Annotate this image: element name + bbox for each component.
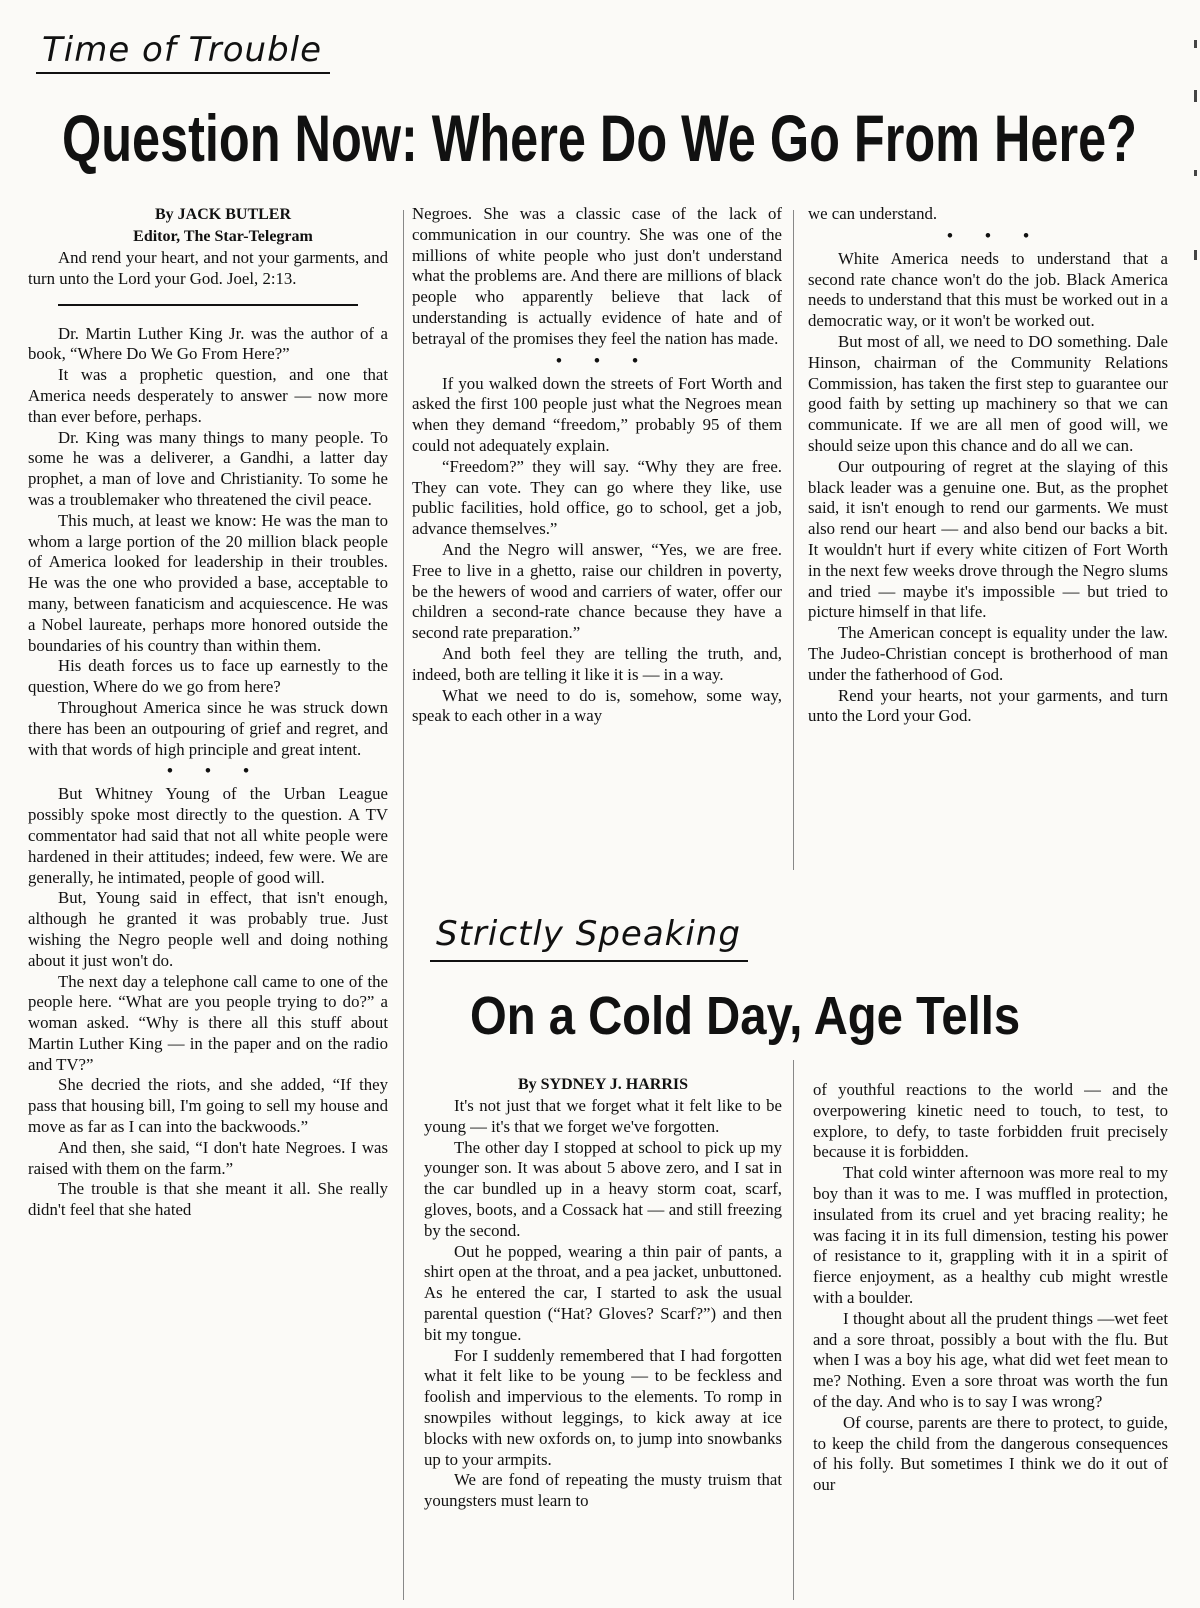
byline-title: Editor, The Star-Telegram (133, 228, 313, 245)
paragraph: I thought about all the prudent things —wet feet and a sore throat, possibly a bout with the flu. But when I was a boy his age, what did wet feet mean to me? Nothing. Even a sore throat was worth the fun of the day. And who is to say I was wrong? (813, 1308, 1168, 1411)
paragraph: We are fond of repeating the musty truism that youngsters must learn to (424, 1470, 782, 1511)
column-rule (793, 210, 794, 870)
section-separator: • • • (555, 350, 653, 370)
column-rule (793, 1060, 794, 1600)
paragraph: Throughout America since he was struck down there has been an outpouring of grief and regret, and with that words of high principle and great intent. (28, 697, 388, 759)
article1-col3-body (808, 204, 1168, 225)
byline-harris: By SYDNEY J. HARRIS (517, 1076, 689, 1093)
article1-col3-body-cont (808, 249, 1168, 727)
paragraph: “Freedom?” they will say. “Why they are free. They can vote. They can go where they like, use public facilities, hold office, go to school, get a job, advance themselves.” (412, 456, 782, 539)
paragraph: Negroes. She was a classic case of the lack of communication in our country. She was one of the millions of white people who just don't understand what the problems are. And there are millions of black people who apparently believe that lack of understanding is actually evidence of hate and of betrayal of the promises they feel the nation has made. (412, 204, 782, 348)
paragraph: What we need to do is, somehow, some way, speak to each other in a way (412, 685, 782, 726)
paragraph: Out he popped, wearing a thin pair of pants, a shirt open at the throat, and a pea jacket, unbuttoned. As he entered the car, I started to ask the usual parental question (“Hat? Gloves? Scarf?”) and then bit my tongue. (424, 1241, 782, 1344)
article1-column-2 (412, 204, 782, 854)
headline-main: Question Now: Where Do We Go From Here? (62, 101, 1137, 175)
paragraph: That cold winter afternoon was more real to my boy than it was to me. I was muffled in protection, insulated from its cruel and yet bracing reality; he was facing it in its full dimension, testing his power of resistance to it, grappling with it in a spirit of fierce enjoyment, as a healthy cub might wrestle with a boulder. (813, 1163, 1168, 1307)
paragraph: The other day I stopped at school to pick up my younger son. It was about 5 above zero, and I sat in the car bundled up in a heavy storm coat, scarf, gloves, boots, and a Cossack hat — and still freezing by the second. (424, 1137, 782, 1240)
paragraph: And then, she said, “I don't hate Negroes. I was raised with them on the farm.” (28, 1137, 388, 1178)
paragraph: Our outpouring of regret at the slaying of this black leader was a genuine one. But, as the prophet said, it isn't enough to rend our garments. We must also rend our heart — and also bend our backs a bit. It wouldn't hurt if every white citizen of Fort Worth in the next few weeks drove through the Negro slums and tried — maybe it's impossible — but tried to picture himself in that life. (808, 456, 1168, 622)
article1-col2-body-cont (412, 374, 782, 728)
paragraph: If you walked down the streets of Fort Worth and asked the first 100 people just what the Negroes mean when they demand “freedom,” probably 95 of them could not adequately explain. (412, 373, 782, 455)
article1-column-3 (808, 204, 1168, 854)
paragraph: But, Young said in effect, that isn't enough, although he granted it was probably true. Just wishing the Negro people well and doing nothing about it just won't do. (28, 888, 388, 970)
paragraph: The American concept is equality under the law. The Judeo-Christian concept is brotherhood of man under the fatherhood of God. (808, 623, 1168, 684)
headline-secondary: On a Cold Day, Age Tells (470, 986, 1021, 1046)
paragraph: Dr. King was many things to many people. To some he was a deliverer, a Gandhi, a latter day prophet, a man of love and Christianity. To some he was a troublemaker who threatened the civil peace. (28, 427, 388, 509)
paragraph: Rend your hearts, not your garments, and turn unto the Lord your God. (808, 685, 1168, 726)
section-separator: • • • (946, 225, 1044, 245)
paragraph: The trouble is that she meant it all. She really didn't feel that she hated (28, 1179, 388, 1220)
article2-column-3 (813, 1080, 1168, 1608)
paragraph: But most of all, we need to DO something. Dale Hinson, chairman of the Community Relations Commission, has taken the first step to guarantee our good faith by setting up machinery so that we can communicate. If we are all men of good will, we should seize upon this chance and do all we can. (808, 331, 1168, 455)
paragraph: And both feel they are telling the truth, and, indeed, both are telling it like it is — in a way. (412, 643, 782, 684)
paragraph: The next day a telephone call came to one of the people here. “What are you people trying to do?” a woman asked. “Why is there all this stuff about Martin Luther King — in the paper and on the radio and TV?” (28, 971, 388, 1074)
paragraph: This much, at least we know: He was the man to whom a large portion of the 20 million black people of America looked for leadership in their troubles. He was the one who provided a base, acceptable to many, between fanaticism and acquiescence. He was a Nobel laureate, perhaps more honored outside the boundaries of his country than within them. (28, 510, 388, 655)
paragraph: Of course, parents are there to protect, to guide, to keep the child from the dangerous consequences of his folly. But sometimes I think we do it out of our (813, 1412, 1168, 1495)
article2-col3-body (813, 1080, 1168, 1496)
paragraph: His death forces us to face up earnestly to the question, Where do we go from here? (28, 656, 388, 697)
paragraph: White America needs to understand that a second rate chance won't do the job. Black America needs to understand that this must be worked out in a democratic way, or it won't be worked out. (808, 248, 1168, 331)
paragraph: we can understand. (808, 204, 938, 223)
article1-col1-body-cont (28, 784, 388, 1221)
article2-col2-body (424, 1096, 782, 1512)
kicker-time-of-trouble: Time of Trouble (42, 30, 323, 70)
kicker-underline (36, 72, 330, 74)
kicker-underline (430, 960, 748, 962)
paragraph: For I suddenly remembered that I had forgotten what it felt like to be young — to be feckless and foolish and impervious to the elements. To romp in snowpiles without leggings, to kick away at ice blocks with new oxfords on, to jump into snowbanks up to your armpits. (424, 1345, 782, 1469)
paragraph: She decried the riots, and she added, “If they pass that housing bill, I'm going to sell my house and move as far as I can into the backwoods.” (28, 1075, 388, 1137)
paragraph: But Whitney Young of the Urban League possibly spoke most directly to the question. A TV commentator had said that not all white people were hardened in their attitudes; indeed, few were. We are generally, he intimated, people of good will. (28, 784, 388, 887)
page-edge-marks (1192, 20, 1198, 320)
article1-col1-body (28, 324, 388, 761)
paragraph: It's not just that we forget what it felt like to be young — it's that we forget we've forgotten. (424, 1096, 782, 1136)
epigraph: And rend your heart, and not your garments, and turn unto the Lord your God. Joel, 2:13. (28, 248, 388, 288)
section-divider (58, 304, 358, 306)
column-rule (403, 210, 404, 1600)
article1-col2-body (412, 204, 782, 350)
kicker-strictly-speaking: Strictly Speaking (436, 914, 741, 954)
paragraph: Dr. Martin Luther King Jr. was the author of a book, “Where Do We Go From Here?” (28, 323, 388, 364)
paragraph: of youthful reactions to the world — and the overpowering kinetic need to touch, to test, to explore, to defy, to taste forbidden fruit precisely because it is forbidden. (813, 1080, 1168, 1162)
byline-name: By JACK BUTLER (154, 206, 292, 223)
article2-column-2 (424, 1074, 782, 1608)
paragraph: It was a prophetic question, and one that America needs desperately to answer — now more than ever before, perhaps. (28, 365, 388, 426)
paragraph: And the Negro will answer, “Yes, we are free. Free to live in a ghetto, raise our children in poverty, be the hewers of wood and carriers of water, offer our children a second-rate chance because they have a second rate preparation.” (412, 539, 782, 643)
article1-column-1 (28, 204, 388, 1608)
section-separator: • • • (166, 761, 264, 781)
